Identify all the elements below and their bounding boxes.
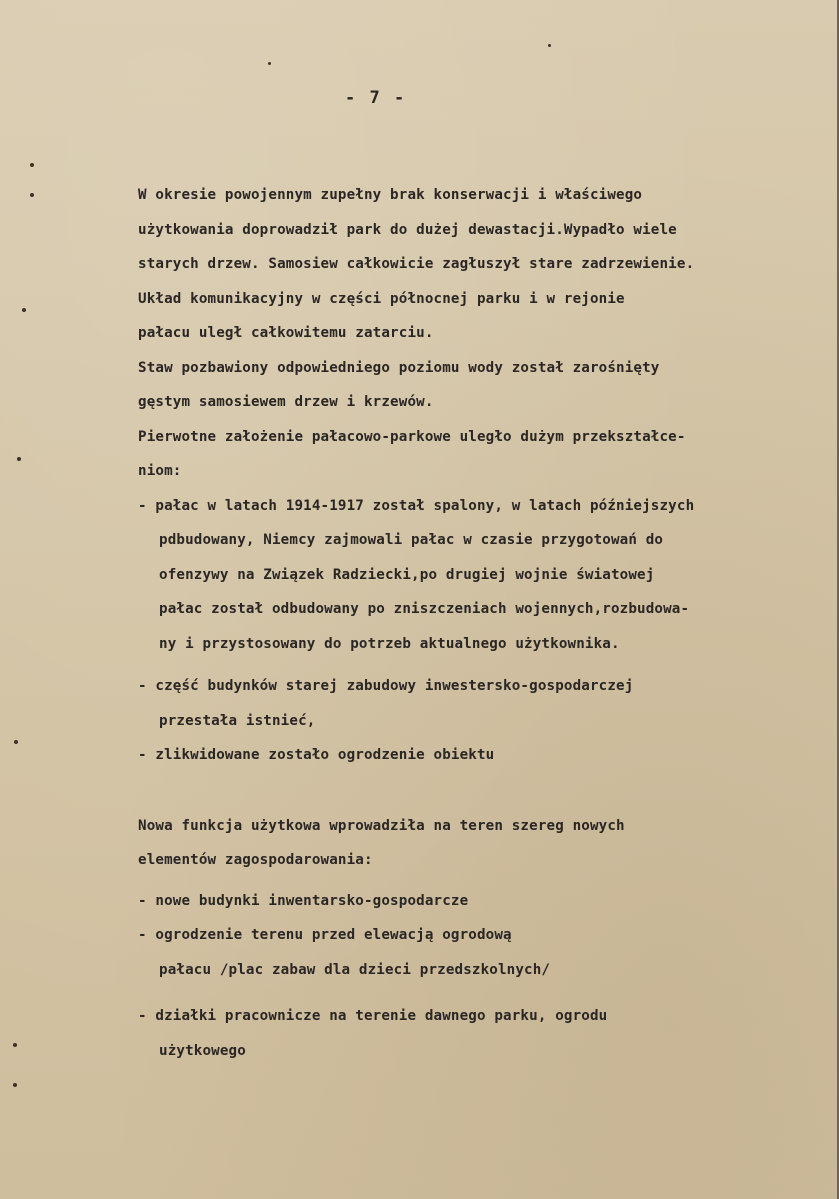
- list-item-line: - zlikwidowane zostało ogrodzenie obiektu: [138, 747, 495, 763]
- text-line: starych drzew. Samosiew całkowicie zagłuszył stare zadrzewienie.: [138, 256, 695, 272]
- page-number: - 7 -: [345, 88, 407, 108]
- paper-speck: [13, 1083, 17, 1087]
- text-line: niom:: [138, 463, 182, 479]
- paper-speck: [14, 740, 18, 744]
- text-line: pałacu uległ całkowitemu zatarciu.: [138, 325, 434, 341]
- list-item-line: użytkowego: [159, 1042, 246, 1059]
- text-line: W okresie powojennym zupełny brak konserwacji i właściwego: [138, 187, 643, 203]
- body-text: [138, 178, 818, 1068]
- list-item-line: - część budynków starej zabudowy inwestersko-gospodarczej: [138, 678, 634, 694]
- list-item-line: ofenzywy na Związek Radziecki,po drugiej wojnie światowej: [159, 566, 655, 583]
- list-item-line: - nowe budynki inwentarsko-gospodarcze: [138, 892, 469, 909]
- list-item-line: pałac został odbudowany po zniszczeniach wojennych,rozbudowa-: [159, 601, 690, 617]
- paper-speck: [22, 308, 26, 312]
- text-line: Pierwotne założenie pałacowo-parkowe uległo dużym przekształce-: [138, 428, 686, 445]
- list-item-line: - ogrodzenie terenu przed elewacją ogrodową: [138, 927, 512, 943]
- text-line: Nowa funkcja użytkowa wprowadziła na teren szereg nowych: [138, 817, 625, 834]
- paper-speck: [17, 457, 21, 461]
- paper-speck: [30, 193, 34, 197]
- text-line: elementów zagospodarowania:: [138, 852, 373, 868]
- list-item-line: - działki pracownicze na terenie dawnego parku, ogrodu: [138, 1008, 608, 1024]
- list-item-line: przestała istnieć,: [159, 712, 316, 729]
- paper-speck: [268, 62, 271, 65]
- text-line: gęstym samosiewem drzew i krzewów.: [138, 394, 434, 410]
- paper-speck: [13, 1043, 17, 1047]
- text-line: Staw pozbawiony odpowiedniego poziomu wody został zarośnięty: [138, 359, 660, 376]
- paper-speck: [30, 163, 34, 167]
- paper-speck: [548, 44, 551, 47]
- list-item-line: - pałac w latach 1914-1917 został spalony, w latach późniejszych: [138, 497, 695, 514]
- list-item-line: pdbudowany, Niemcy zajmowali pałac w czasie przygotowań do: [159, 532, 664, 548]
- list-item-line: pałacu /plac zabaw dla dzieci przedszkolnych/: [159, 961, 551, 978]
- text-line: Układ komunikacyjny w części północnej parku i w rejonie: [138, 290, 625, 307]
- text-line: użytkowania doprowadził park do dużej dewastacji.Wypadło wiele: [138, 221, 677, 238]
- list-item-line: ny i przystosowany do potrzeb aktualnego użytkownika.: [159, 635, 620, 652]
